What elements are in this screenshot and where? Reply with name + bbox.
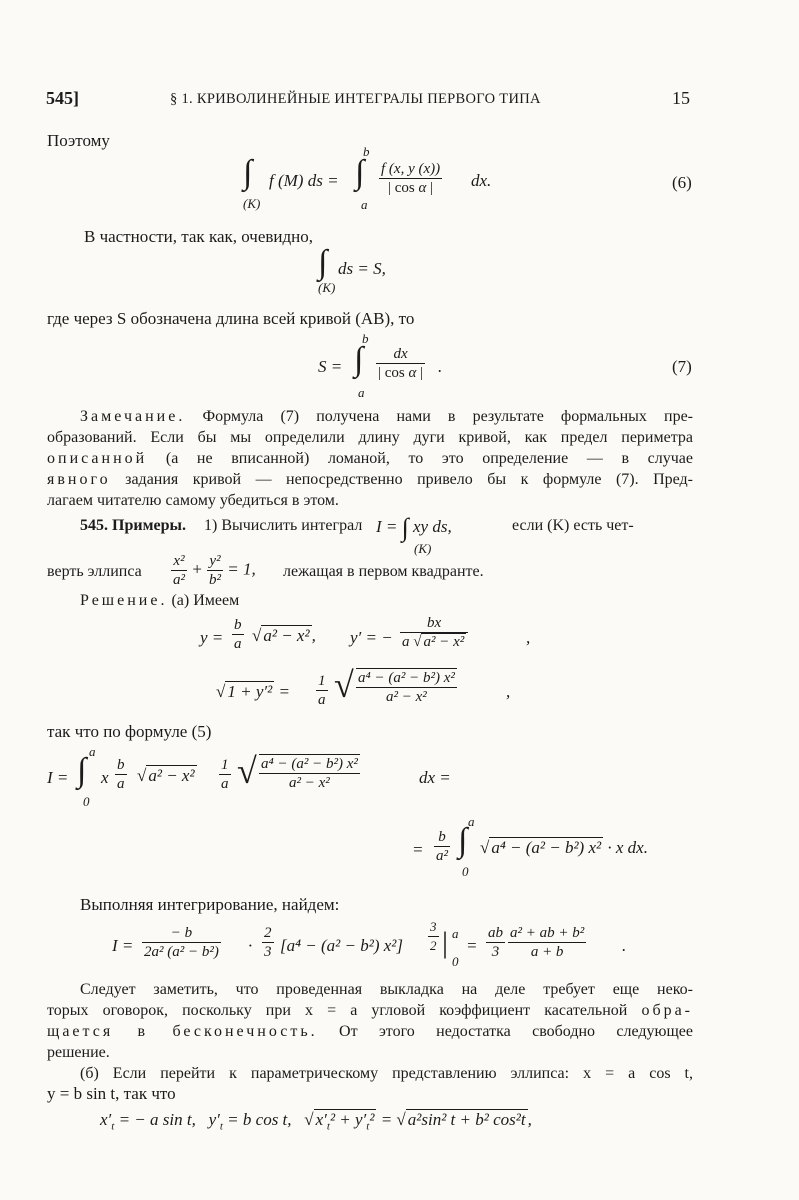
ellipse-text: верть эллипса: [47, 563, 142, 580]
note-line-2: [47, 1000, 693, 1022]
remark-spaced-1: описанной: [47, 450, 148, 467]
solution-text: (a) Имеем: [171, 592, 240, 609]
remark-spaced-2: явного: [47, 471, 111, 488]
examples-task-end: если (K) есть чет-: [512, 517, 634, 534]
note-spaced-1: обра-: [641, 1002, 694, 1019]
section-number: 545]: [46, 88, 79, 108]
note-text-2: торых оговорок, поскольку при x = a угловой коэффициент касательной: [47, 1002, 628, 1019]
page-number: 15: [672, 88, 690, 108]
remark-text-3: (а не вписанной) ломаной, то это определение — в случае: [165, 450, 694, 467]
remark-line-1: [80, 406, 693, 428]
by-formula-line: так что по формуле (5): [47, 722, 212, 741]
examples-task: 1) Вычислить интеграл: [204, 517, 363, 534]
intro-word: Поэтому: [47, 131, 110, 150]
note-text-3: От этого недостатка свободно следующее: [339, 1023, 693, 1040]
note-spaced-2: щается в бесконечность.: [47, 1023, 318, 1040]
examples-line-2: [47, 552, 687, 588]
examples-heading: 545. Примеры.: [80, 517, 186, 534]
note-line-3: [47, 1021, 693, 1043]
remark-line-3: [47, 448, 693, 470]
integral-xy: I = ∫ xy ds, (K): [376, 513, 452, 556]
equation-parametric: $x'_t$ = − a sin t, $y'_t = b$ cos t, √ $x'_t^2 + y'_t^2$ = √ a²sin² t + b² cos²t ,: [100, 1110, 532, 1133]
in-particular-line: В частности, так как, очевидно,: [84, 227, 314, 246]
part-b-line-2: y = b sin t, так что: [47, 1084, 176, 1103]
note-line-4: решение.: [47, 1044, 110, 1061]
remark-line-2: образований. Если бы мы определили длину дуги кривой, как предел периметра: [47, 429, 693, 446]
remark-line-5: лагаем читателю самому убедиться в этом.: [47, 492, 339, 509]
remark-line-4: [47, 469, 693, 491]
examples-line-1: [80, 513, 693, 557]
solution-label: Решение.: [80, 592, 168, 609]
remark-text-4: задания кривой — непосредственно привело бы к формуле (7). Пред-: [125, 471, 693, 488]
equation-7-number: (7): [672, 357, 692, 376]
solution-line: [80, 592, 239, 610]
ellipse-quadrant: лежащая в первом квадранте.: [283, 563, 484, 580]
running-title: § 1. КРИВОЛИНЕЙНЫЕ ИНТЕГРАЛЫ ПЕРВОГО ТИПА: [170, 91, 541, 107]
part-b-line-1: (б) Если перейти к параметрическому представлению эллипса: x = a cos t,: [80, 1065, 693, 1082]
note-line-1: Следует заметить, что проведенная выкладка на деле требует еще неко-: [80, 981, 693, 998]
ellipse-equation: $\frac{\text{x²}}{\text{a²}}$ + $\frac{\text{y²}}{\text{b²}}$ = 1,: [173, 553, 256, 588]
where-s-line: где через S обозначена длина всей кривой (AB), то: [47, 309, 415, 328]
equation-6-number: (6): [672, 173, 692, 192]
remark-text-1: Формула (7) получена нами в результате формальных пре-: [202, 408, 693, 425]
integrating-line: Выполняя интегрирование, найдем:: [80, 895, 340, 914]
remark-label: Замечание.: [80, 408, 186, 425]
